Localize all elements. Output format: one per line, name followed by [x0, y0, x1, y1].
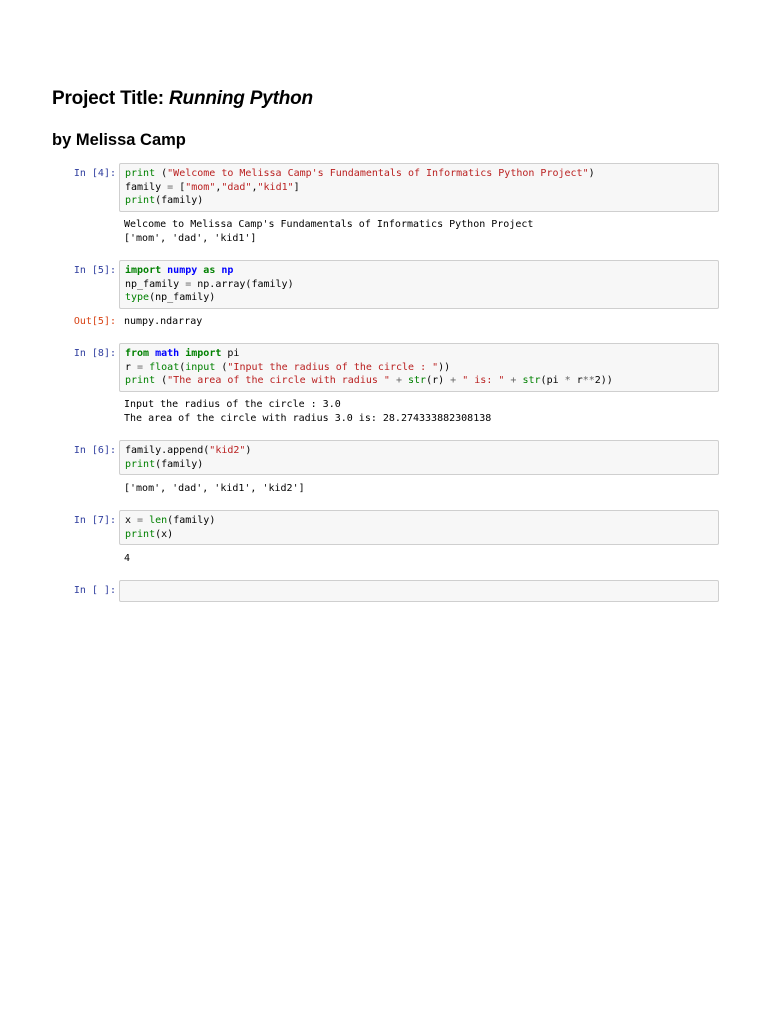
- code-token: len: [149, 515, 168, 526]
- cell-output: [124, 482, 718, 496]
- code-token: type: [125, 292, 150, 303]
- code-token: =: [137, 361, 144, 373]
- title-prefix: Project Title:: [52, 88, 170, 109]
- cell-output: [124, 218, 718, 245]
- code-token: (family): [155, 458, 204, 470]
- code-token: +: [450, 375, 457, 386]
- code-token: float: [149, 361, 180, 373]
- input-prompt: In [5]:: [73, 265, 116, 276]
- code-token: [: [173, 181, 186, 193]
- code-line: [125, 528, 713, 542]
- code-token: np.array(family): [191, 278, 294, 290]
- code-token: math: [155, 348, 180, 359]
- code-token: )): [438, 361, 451, 373]
- code-line: [125, 347, 713, 361]
- code-token: "Welcome to Melissa Camp's Fundamentals of Informatics Python Project": [167, 168, 589, 179]
- code-token: ,: [251, 181, 258, 193]
- code-token: print: [125, 375, 156, 386]
- code-token: import: [125, 265, 162, 276]
- input-prompt: In [ ]:: [73, 585, 116, 596]
- code-token: (r): [426, 375, 451, 386]
- code-token: import: [185, 348, 222, 359]
- code-token: +: [395, 375, 402, 386]
- code-line: [125, 584, 713, 598]
- output-line: Input the radius of the circle : 3.0: [124, 399, 341, 410]
- code-token: 2)): [594, 375, 613, 386]
- output-line: 4: [124, 553, 131, 564]
- code-token: "kid1": [257, 181, 294, 193]
- code-token: str: [522, 375, 541, 386]
- code-token: input: [185, 361, 216, 373]
- code-token: print: [125, 168, 156, 179]
- code-token: print: [125, 528, 156, 540]
- input-prompt: In [6]:: [73, 445, 116, 456]
- code-token: =: [167, 181, 174, 193]
- code-token: as: [203, 265, 216, 276]
- code-cell-input[interactable]: [119, 580, 719, 602]
- code-token: ): [588, 168, 595, 179]
- code-token: str: [408, 375, 427, 386]
- input-prompt: In [7]:: [73, 515, 116, 526]
- code-token: r: [125, 361, 138, 373]
- code-line: [125, 374, 713, 388]
- code-token: (: [155, 168, 168, 179]
- code-token: np_family: [125, 278, 186, 290]
- code-cell-input[interactable]: [119, 440, 719, 475]
- code-line: [125, 291, 713, 305]
- code-token: (pi: [540, 375, 565, 386]
- code-token: +: [510, 375, 517, 386]
- input-prompt: In [8]:: [73, 348, 116, 359]
- code-token: (family): [155, 195, 204, 206]
- code-token: from: [125, 348, 150, 359]
- author-heading: by Melissa Camp: [52, 131, 186, 149]
- code-cell-input[interactable]: [119, 510, 719, 545]
- code-token: np: [221, 265, 234, 276]
- output-line: numpy.ndarray: [124, 316, 203, 327]
- code-token: "kid2": [209, 445, 246, 456]
- code-token: family.append(: [125, 445, 210, 456]
- cell-output: [124, 315, 718, 329]
- code-line: [125, 264, 713, 278]
- code-line: [125, 194, 713, 208]
- output-line: ['mom', 'dad', 'kid1']: [124, 232, 257, 244]
- code-token: ,: [215, 181, 222, 193]
- code-line: [125, 361, 713, 375]
- code-token: (x): [155, 528, 174, 540]
- code-token: x: [125, 515, 138, 526]
- code-line: [125, 167, 713, 181]
- code-token: "Input the radius of the circle : ": [227, 361, 439, 373]
- output-prompt: Out[5]:: [73, 316, 116, 327]
- code-token: (family): [167, 515, 216, 526]
- code-token: " is: ": [462, 375, 505, 386]
- code-token: "The area of the circle with radius ": [167, 375, 390, 386]
- code-token: (np_family): [149, 292, 216, 303]
- code-token: *: [564, 375, 571, 386]
- code-line: [125, 181, 713, 195]
- code-token: pi: [221, 348, 240, 359]
- code-token: "mom": [185, 181, 216, 193]
- code-token: (: [215, 361, 228, 373]
- output-line: The area of the circle with radius 3.0 is: 28.274333882308138: [124, 412, 492, 424]
- code-cell-input[interactable]: [119, 343, 719, 392]
- code-line: [125, 444, 713, 458]
- code-token: family: [125, 181, 168, 193]
- code-token: print: [125, 195, 156, 206]
- output-line: ['mom', 'dad', 'kid1', 'kid2']: [124, 483, 305, 494]
- code-token: numpy: [167, 265, 198, 276]
- code-cell-input[interactable]: [119, 260, 719, 309]
- code-token: ): [245, 445, 252, 456]
- code-cell-input[interactable]: [119, 163, 719, 212]
- code-line: [125, 514, 713, 528]
- code-token: ]: [293, 181, 300, 193]
- output-line: Welcome to Melissa Camp's Fundamentals of Informatics Python Project: [124, 219, 534, 230]
- code-line: [125, 278, 713, 292]
- input-prompt: In [4]:: [73, 168, 116, 179]
- code-token: =: [137, 515, 144, 526]
- cell-output: [124, 552, 718, 566]
- code-token: =: [185, 278, 192, 290]
- code-token: (: [155, 375, 168, 386]
- code-token: print: [125, 458, 156, 470]
- code-token: **: [582, 375, 595, 386]
- cell-output: [124, 398, 718, 425]
- code-line: [125, 458, 713, 472]
- code-token: (: [179, 361, 186, 373]
- title-italic: Running Python: [169, 88, 313, 109]
- page-title: [52, 86, 313, 112]
- code-token: r: [570, 375, 583, 386]
- code-token: "dad": [221, 181, 252, 193]
